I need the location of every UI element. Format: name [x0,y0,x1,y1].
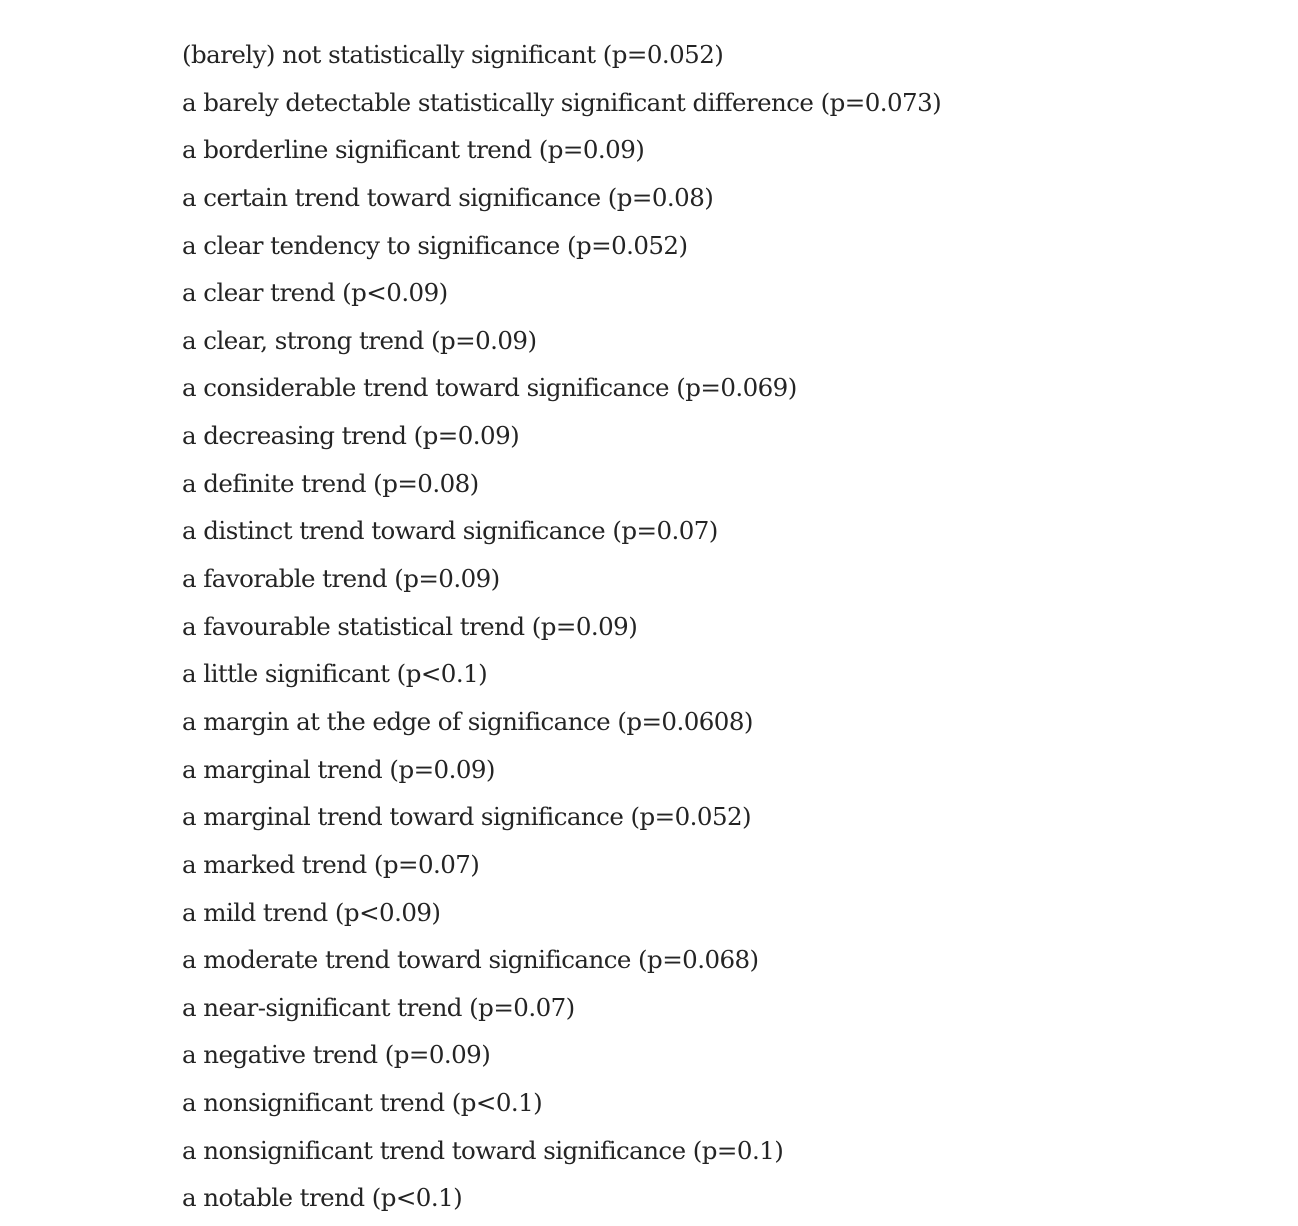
list-item: a barely detectable statistically significant difference (p=0.073) [182,87,942,117]
list-item: a negative trend (p=0.09) [182,1040,491,1070]
list-item: a mild trend (p<0.09) [182,897,441,927]
phrase-list [182,31,941,1222]
list-item: a clear, strong trend (p=0.09) [182,325,537,355]
list-item: a little significant (p<0.1) [182,659,488,689]
list-item: a distinct trend toward significance (p=0.07) [182,516,718,546]
list-item: a definite trend (p=0.08) [182,468,479,498]
list-item: a certain trend toward significance (p=0.08) [182,182,714,212]
list-item: a margin at the edge of significance (p=0.0608) [182,706,753,736]
list-item: a clear tendency to significance (p=0.052) [182,230,688,260]
list-item: a nonsignificant trend toward significance (p=0.1) [182,1135,784,1165]
list-item: a notable trend (p<0.1) [182,1183,463,1213]
list-item: a decreasing trend (p=0.09) [182,421,520,451]
list-item: a favorable trend (p=0.09) [182,564,500,594]
list-item: a nonsignificant trend (p<0.1) [182,1088,543,1118]
list-item: a marginal trend (p=0.09) [182,754,495,784]
list-item: a favourable statistical trend (p=0.09) [182,611,638,641]
list-item: a near-significant trend (p=0.07) [182,992,575,1022]
list-item: a clear trend (p<0.09) [182,278,448,308]
list-item: (barely) not statistically significant (p=0.052) [182,40,724,69]
list-item: a considerable trend toward significance (p=0.069) [182,373,797,403]
list-item: a moderate trend toward significance (p=0.068) [182,945,759,975]
list-item: a marked trend (p=0.07) [182,849,480,879]
list-item: a borderline significant trend (p=0.09) [182,135,645,165]
list-item: a marginal trend toward significance (p=0.052) [182,802,752,832]
